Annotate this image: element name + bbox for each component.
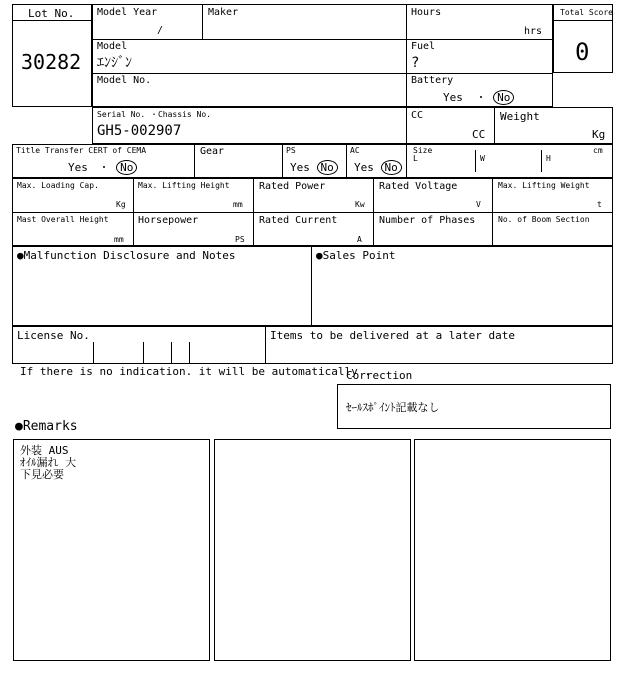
size-col-h xyxy=(541,150,542,172)
model-value: ｴﾝｼﾞﾝ xyxy=(97,55,132,71)
max-loading-unit: Kg xyxy=(116,200,126,209)
model-label: Model xyxy=(97,41,128,52)
ps-yes: Yes xyxy=(290,161,310,174)
remarks-box-2 xyxy=(214,439,411,661)
size-unit: cm xyxy=(593,146,603,155)
malfunction-label: ●Malfunction Disclosure and Notes xyxy=(17,249,236,262)
max-lifting-height-unit: mm xyxy=(233,200,243,209)
ac-yes: Yes xyxy=(354,161,374,174)
license-tick-2 xyxy=(143,342,144,364)
size-w: W xyxy=(480,154,485,163)
serial-value: GH5-002907 xyxy=(97,123,182,139)
license-divider xyxy=(265,326,266,364)
rated-current-unit: A xyxy=(357,235,362,244)
title-transfer-options xyxy=(68,160,137,175)
license-label: License No. xyxy=(17,329,90,342)
cc-unit: CC xyxy=(472,128,486,141)
serial-col-cc xyxy=(406,107,407,144)
title-col-gear xyxy=(194,144,195,178)
ac-no-circled: No xyxy=(381,160,402,175)
rated-voltage-label: Rated Voltage xyxy=(379,181,458,192)
size-label: Size xyxy=(413,146,433,155)
remarks-label: ●Remarks xyxy=(15,419,78,434)
hours-label: Hours xyxy=(411,7,442,18)
battery-yes: Yes xyxy=(443,91,463,104)
total-score-label: Total Score xyxy=(560,8,613,17)
correction-label: Correction xyxy=(346,369,413,382)
license-tick-3 xyxy=(171,342,172,364)
max-lifting-weight-unit: t xyxy=(597,200,602,209)
max-loading-label: Max. Loading Cap. xyxy=(17,181,99,190)
size-col-w xyxy=(475,150,476,172)
ac-options xyxy=(354,160,402,175)
title-col-size xyxy=(406,144,407,178)
correction-text: ｾｰﾙｽﾎﾟｲﾝﾄ記載なし xyxy=(346,401,440,414)
serial-col-weight xyxy=(494,107,495,144)
battery-dot: ・ xyxy=(475,91,487,104)
serial-label: Serial No. ・Chassis No. xyxy=(97,110,211,119)
header-row-line-2 xyxy=(92,73,553,74)
model-no-label: Model No. xyxy=(97,75,152,86)
title-col-ps xyxy=(282,144,283,178)
total-score-divider xyxy=(553,20,613,21)
license-tick-4 xyxy=(189,342,190,364)
title-yes: Yes xyxy=(68,161,88,174)
header-col-maker xyxy=(202,4,203,39)
title-col-ac xyxy=(346,144,347,178)
battery-no-circled: No xyxy=(493,90,514,105)
battery-label: Battery xyxy=(411,75,454,86)
fuel-value: ? xyxy=(411,55,420,71)
cc-label: CC xyxy=(411,110,424,121)
title-no-circled: No xyxy=(116,160,137,175)
notes-divider xyxy=(311,246,312,326)
size-l: L xyxy=(413,154,418,163)
title-transfer-label: Title Transfer CERT of CEMA xyxy=(16,146,147,155)
horsepower-unit: PS xyxy=(235,235,245,244)
lot-divider xyxy=(12,20,92,21)
boom-label: No. of Boom Section xyxy=(498,215,590,224)
lot-label: Lot No. xyxy=(28,7,75,20)
remarks-box-3 xyxy=(414,439,611,661)
ps-no-circled: No xyxy=(317,160,338,175)
fuel-label: Fuel xyxy=(411,41,436,52)
specs-col-3 xyxy=(373,178,374,246)
battery-options xyxy=(443,90,514,105)
size-h: H xyxy=(546,154,551,163)
rated-power-label: Rated Power xyxy=(259,181,326,192)
license-tick-1 xyxy=(93,342,94,364)
hours-unit: hrs xyxy=(524,26,543,37)
specs-row-line xyxy=(12,212,613,213)
rated-voltage-unit: V xyxy=(476,200,481,209)
rated-power-unit: Kw xyxy=(355,200,365,209)
items-later-label: Items to be delivered at a later date xyxy=(270,329,516,342)
maker-label: Maker xyxy=(208,7,239,18)
weight-unit: Kg xyxy=(592,128,606,141)
ps-label: PS xyxy=(286,146,296,155)
max-lifting-height-label: Max. Lifting Height xyxy=(138,181,230,190)
model-year-value: / xyxy=(157,25,164,36)
header-col-hours xyxy=(406,4,407,107)
total-score-value: 0 xyxy=(575,38,590,66)
ac-label: AC xyxy=(350,146,360,155)
mast-height-unit: mm xyxy=(114,235,124,244)
title-dot: ・ xyxy=(98,161,110,174)
header-row-line-1 xyxy=(92,39,553,40)
mast-height-label: Mast Overall Height xyxy=(17,215,109,224)
auto-note: If there is no indication. it will be automatically . xyxy=(20,365,371,378)
ps-options xyxy=(290,160,338,175)
max-lifting-weight-label: Max. Lifting Weight xyxy=(498,181,590,190)
horsepower-label: Horsepower xyxy=(138,215,199,226)
rated-current-label: Rated Current xyxy=(259,215,338,226)
specs-col-1 xyxy=(133,178,134,246)
phases-label: Number of Phases xyxy=(379,215,476,226)
model-year-label: Model Year xyxy=(97,7,158,18)
specs-col-4 xyxy=(492,178,493,246)
remarks-text: 外装 AUS ｵｲﾙ漏れ 大 下見必要 xyxy=(20,444,77,481)
weight-label: Weight xyxy=(500,110,540,123)
specs-col-2 xyxy=(253,178,254,246)
sales-point-label: ●Sales Point xyxy=(316,249,396,262)
lot-number: 30282 xyxy=(21,50,82,74)
gear-label: Gear xyxy=(200,146,225,157)
